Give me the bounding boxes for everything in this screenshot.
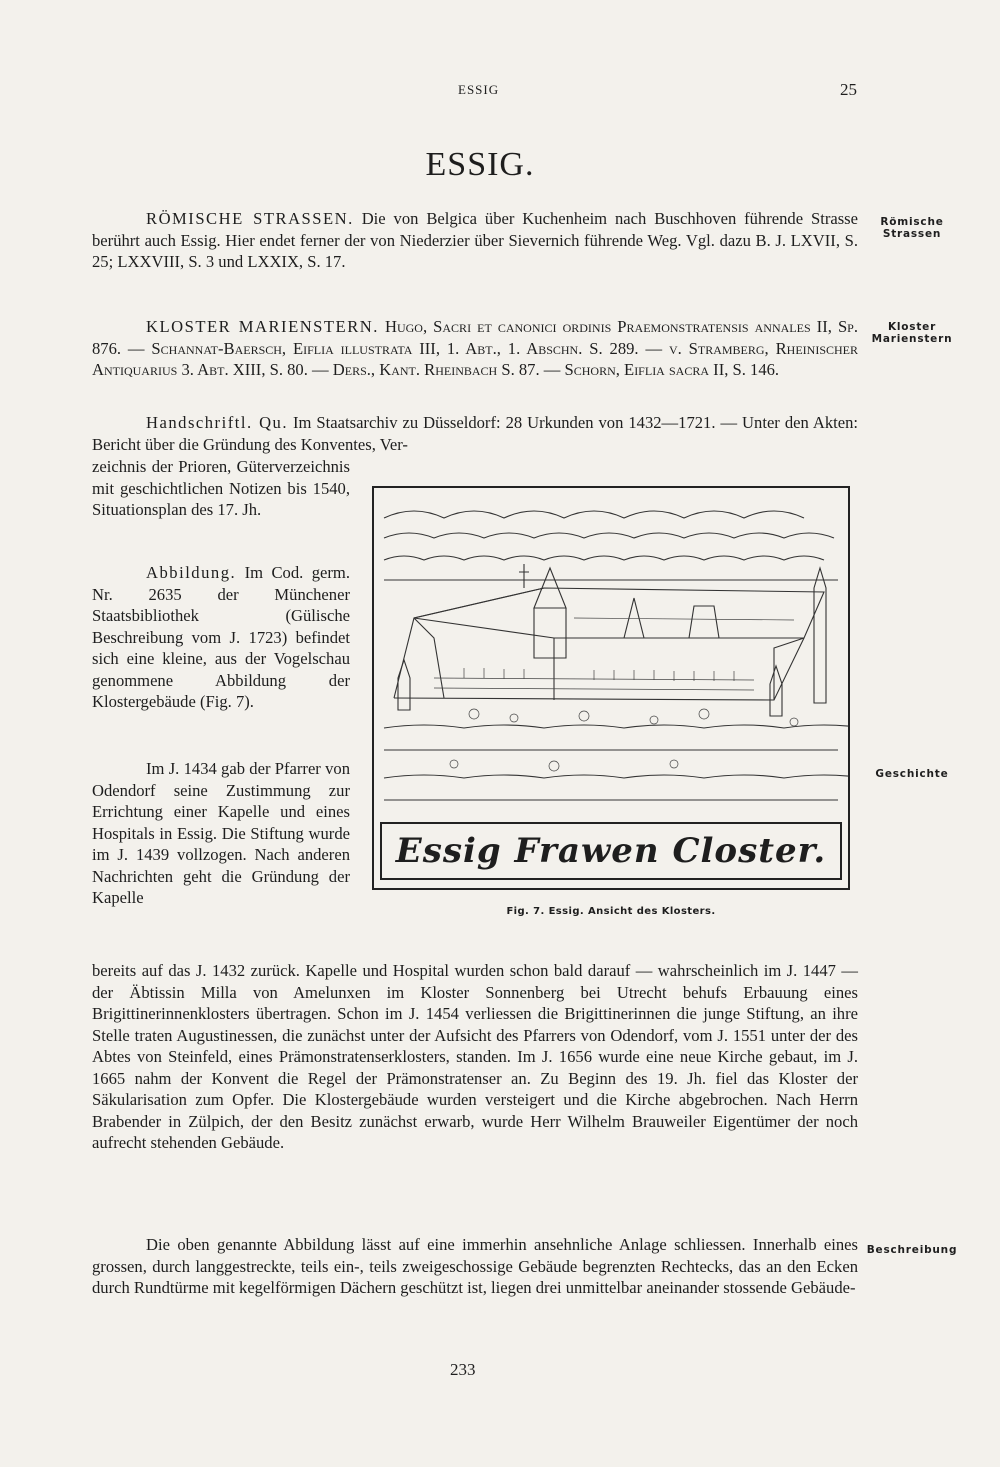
paragraph-handschriftl-lead [92,412,858,455]
paragraph-kloster-marienstern [92,316,858,381]
page-title: ESSIG. [425,146,535,183]
footer-number: 233 [450,1360,476,1379]
figure-caption: Fig. 7. Essig. Ansicht des Klosters. [506,906,716,917]
kloster-illustration [374,488,848,814]
margin-note-geschichte: Geschichte [875,768,949,780]
paragraph-roemische-strassen [92,208,858,273]
margin-note-kloster: Kloster Marienstern [871,321,953,345]
section-heading: Handschriftl. Qu. [146,413,289,432]
figure-kloster [372,486,850,890]
page-number: 25 [840,80,857,99]
paragraph-geschichte-wide: bereits auf das J. 1432 zurück. Kapelle und Hospital wurden schon bald darauf — wahrscheinlich im J. 1447 — der Äbtissin Milla von Amelunxen im Kloster Sonnenberg bei Utrecht behufs Erbauung eines Brigittinerinnenklosters übertragen. Schon im J. 1454 verliessen die Brigittinerinnen die junge Stiftung, an ihre Stelle traten Augustinessen, die zunächst unter der Aufsicht des Pfarrers von Odendorf, vom J. 1551 unter der des Abtes von Steinfeld, eines Prämonstratenserklosters, standen. Im J. 1656 wurde eine neue Kirche gebaut, im J. 1665 nahm der Konvent die Regel der Prämonstratenser an. Zu Beginn des 19. Jh. fiel das Kloster der Säkularisation zum Opfer. Die Klostergebäude wurden versteigert und die Kirche abgebrochen. Nach Herrn Brabender in Zülpich, der den Besitz zunächst erwarb, wurde Herr Wilhelm Brauweiler Eigentümer der noch aufrecht stehenden Gebäude. [92,961,858,1152]
paragraph-text: Im Staatsarchiv zu Düsseldorf: 28 Urkunden von 1432—1721. — Unter den Akten: Bericht über die Gründung des Konventes, Ver- [92,413,859,454]
paragraph-text: Hugo, Sacri et canonici ordinis Praemonstratensis annales II, Sp. 876. — Schannat-Baersch, Eiflia illustrata III, 1. Abt., 1. Abschn. S. 289. — v. Stramberg, Rheinischer Antiquarius 3. Abt. XIII, S. 80. — Ders., Kant. Rheinbach S. 87. — Schorn, Eiflia sacra II, S. 146. [92,317,858,379]
section-heading: KLOSTER MARIENSTERN. [146,317,379,336]
section-heading: Abbildung. [146,563,237,582]
margin-note-roemische: Römische Strassen [880,216,944,240]
paragraph-handschriftl-rest: zeichnis der Prioren, Güterverzeichnis mit geschichtlichen Notizen bis 1540, Situationsplan des 17. Jh. [92,457,350,519]
paragraph-text: Im Cod. germ. Nr. 2635 der Münchener Staatsbibliothek (Gülische Beschreibung vom J. 1723) befindet sich eine kleine, aus der Vogelschau genommene Abbildung der Klostergebäude (Fig. 7). [92,563,350,711]
running-title: ESSIG [458,82,500,97]
paragraph-beschreibung: Die oben genannte Abbildung lässt auf eine immerhin ansehnliche Anlage schliessen. Innerhalb eines grossen, durch langgestreckte, teils ein-, teils zweigeschossige Gebäude begrenzten Rechtecks, das an den Ecken durch Rundtürme mit kegelförmigen Dächern geschützt ist, liegen drei unmittelbar aneinander stossende Gebäude- [92,1235,858,1297]
figure-inscription: Essig Frawen Closter. [380,822,842,880]
section-heading: RÖMISCHE STRASSEN. [146,209,354,228]
margin-note-beschreibung: Beschreibung [866,1244,958,1256]
paragraph-text: Die von Belgica über Kuchenheim nach Buschhoven führende Strasse berührt auch Essig. Hier endet ferner der von Niederzier über Sievernich führende Weg. Vgl. dazu B. J. LXVII, S. 25; LXXVIII, S. 3 und LXXIX, S. 17. [92,209,859,271]
paragraph-abbildung [92,562,350,713]
paragraph-geschichte-narrow: Im J. 1434 gab der Pfarrer von Odendorf seine Zustimmung zur Errichtung einer Kapelle und eines Hospitals in Essig. Die Stiftung wurde im J. 1439 vollzogen. Nach anderen Nachrichten geht die Gründung der Kapelle [92,759,350,907]
